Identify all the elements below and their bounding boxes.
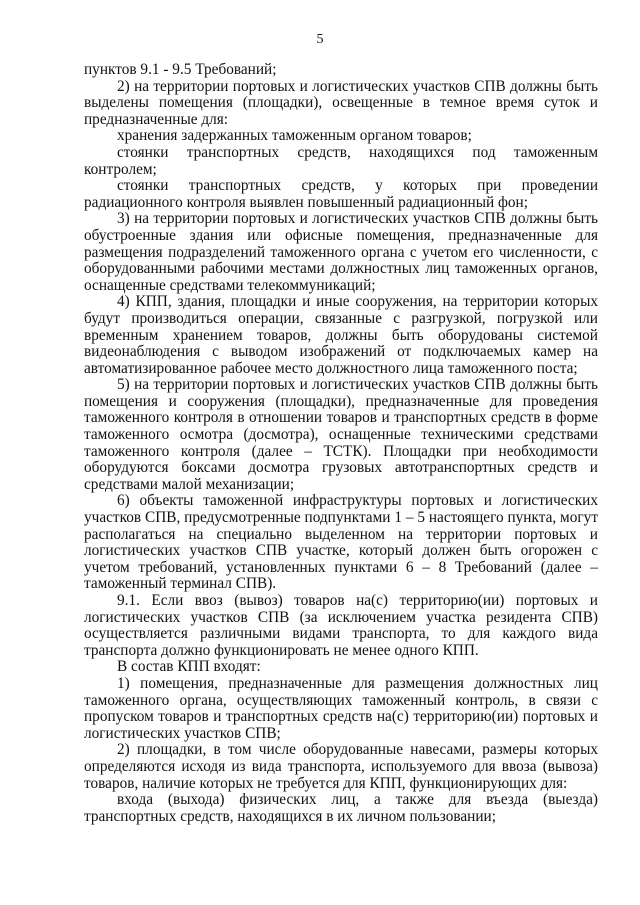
paragraph: В состав КПП входят: (117, 658, 261, 676)
paragraph: 2) площадки, в том числе оборудованные навесами, размеры которых определяются исходя из вида транспорта, используемого для ввоза (вывоза) товаров, наличие которых не требуется для КПП, функционирующих для: (84, 741, 598, 792)
document-body (84, 62, 598, 825)
paragraph: 3) на территории портовых и логистических участков СПВ должны быть обустроенные здания или офисные помещения, предназначенные для размещения подразделений таможенного органа с учетом его численности, с оборудованными рабочими местами должностных лиц таможенных органов, оснащенные средствами телекоммуникаций; (84, 210, 598, 294)
paragraph: стоянки транспортных средств, у которых при проведении радиационного контроля выявлен повышенный радиационный фон; (84, 177, 598, 211)
paragraph: входа (выхода) физических лиц, а также для въезда (выезда) транспортных средств, находящихся в их личном пользовании; (84, 791, 598, 825)
paragraph: стоянки транспортных средств, находящихся под таможенным контролем; (84, 143, 598, 178)
paragraph: 9.1. Если ввоз (вывоз) товаров на(с) территорию(ии) портовых и логистических участков СПВ (за исключением участка резидента СПВ) осуществляется различными видами транспорта, то для каждого вида транспорта должно функционировать не менее одного КПП. (84, 592, 598, 659)
paragraph: пунктов 9.1 - 9.5 Требований; (84, 61, 277, 78)
paragraph: 1) помещения, предназначенные для размещения должностных лиц таможенного органа, осуществляющих таможенный контроль, в связи с пропуском товаров и транспортных средств на(с) территорию(ии) портовых и логистических участков СПВ; (84, 674, 598, 742)
paragraph: 4) КПП, здания, площадки и иные сооружения, на территории которых будут производиться операции, связанные с разгрузкой, погрузкой или временным хранением товаров, должны быть оборудованы системой видеонаблюдения с выводом изображений от подключаемых камер на автоматизированное рабочее место должностного лица таможенного поста; (84, 293, 598, 377)
paragraph: 2) на территории портовых и логистических участков СПВ должны быть выделены помещения (площадки), освещенные в темное время суток и предназначенные для: (84, 77, 598, 128)
paragraph: 6) объекты таможенной инфраструктуры портовых и логистических участков СПВ, предусмотренные подпунктами 1 – 5 настоящего пункта, могут располагаться на специально выделенном на территории портовых и логистических участков СПВ участке, который должен быть огорожен с учетом требований, установленных пунктами 6 – 8 Требований (далее – таможенный терминал СПВ). (84, 492, 598, 593)
paragraph: хранения задержанных таможенным органом товаров; (117, 127, 472, 145)
paragraph: 5) на территории портовых и логистических участков СПВ должны быть помещения и сооружения (площадки), предназначенные для проведения таможенного контроля в отношении товаров и транспортных средств в форме таможенного осмотра (досмотра), оснащенные техническими средствами таможенного контроля (далее – ТСТК). Площадки при необходимости оборудуются боксами досмотра грузовых автотранспортных средств и средствами малой механизации; (84, 376, 598, 493)
page-number: 5 (316, 32, 324, 47)
